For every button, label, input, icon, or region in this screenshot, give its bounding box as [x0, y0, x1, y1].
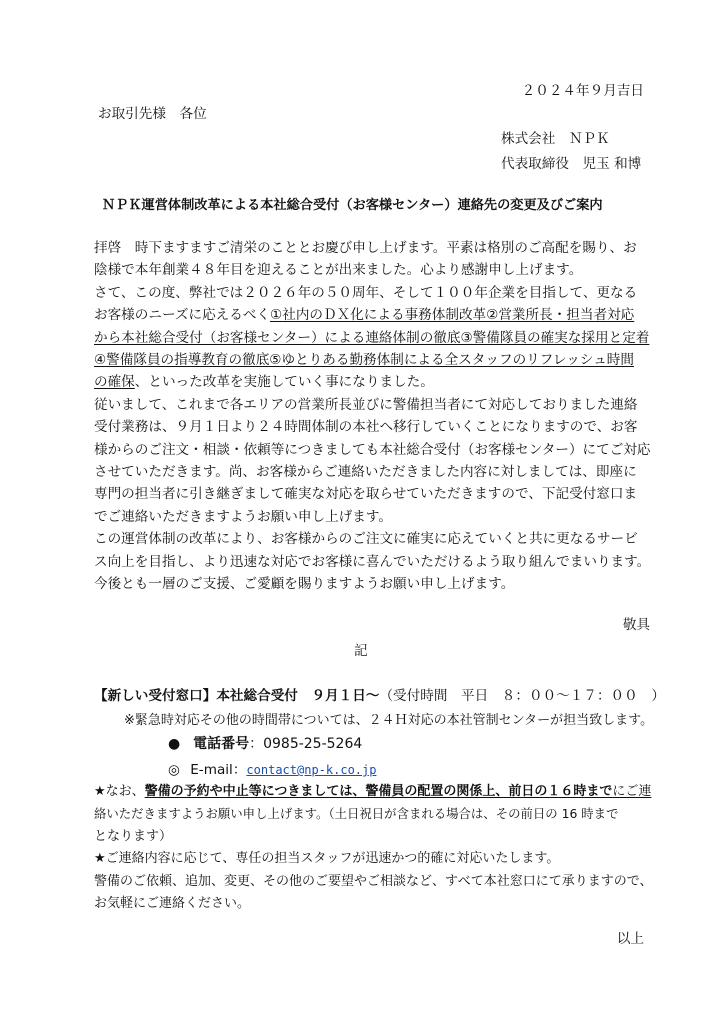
date: ２０２４年９月吉日: [521, 83, 644, 99]
reform-items: ①社内のＤＸ化による事務体制改革②営業所長・担当者対応: [270, 307, 635, 324]
company-name: 株式会社 ＮＰＫ: [501, 131, 610, 147]
note-line: 絡いただきますようお願い申し上げます。（土日祝日が含まれる場合は、その前日の 16 時まで: [94, 806, 619, 822]
body-fragment: お客様のニーズに応えるべく: [94, 307, 271, 324]
body-line: この運営体制の改革により、お客様からのご注文に確実に応えていくと共に更なるサービ: [94, 531, 638, 548]
body-line: 陰様で本年創業４８年目を迎えることが出来ました。心より感謝申し上げます。: [94, 262, 583, 279]
body-line: 従いまして、これまで各エリアの営業所長並びに警備担当者にて対応しておりました連絡: [94, 396, 638, 413]
body-line: 様からのご注文・相談・依頼等につきましても本社総合受付（お客様センター）にてご対応: [94, 441, 651, 458]
note-line: ★ご連絡内容に応じて、専任の担当スタッフが迅速かつ的確に対応いたします。: [94, 851, 560, 867]
notes: [94, 781, 654, 915]
reservation-deadline: 警備の予約や中止等につきましては、警備員の配置の関係上、前日の１６時まで: [144, 784, 613, 799]
new-desk-title: 【新しい受付窓口】本社総合受付 ９月１日～: [94, 688, 380, 704]
note-line: [94, 781, 654, 803]
reform-items: ④警備隊員の指導教育の徹底⑤ゆとりある勤務体制による全スタッフのリフレッシュ時間: [94, 352, 634, 369]
phone-number[interactable]: ：0985-25-5264: [249, 736, 363, 752]
representative: 代表取締役 児玉 和博: [501, 156, 642, 172]
body-line: ス向上を目指し、より迅速な対応でお客様に喜んでいただけるよう取り組んでまいります。: [94, 553, 651, 570]
reform-items: から本社総合受付（お客様センター）による連絡体制の徹底③警備隊員の確実な採用と定着: [94, 329, 650, 346]
body-line: させていただきます。尚、お客様からご連絡いただきました内容に対しましては、即座に: [94, 464, 637, 481]
phone-label: 電話番号: [193, 736, 250, 752]
body-line: でご連絡いただきますようお願い申し上げます。: [94, 508, 392, 525]
note-fragment: ★なお、: [94, 784, 145, 799]
phone-line: [168, 733, 362, 753]
ki-marker: 記: [354, 643, 368, 659]
email-label: E-mail：: [190, 762, 247, 778]
reception-hours: （受付時間 平日 ８：００～１７：００ ）: [379, 688, 665, 704]
recipient: お取引先様 各位: [98, 106, 207, 122]
email-line: [168, 758, 376, 778]
body-text: [94, 237, 651, 596]
note-line: 警備のご依頼、追加、変更、その他のご要望やご相談など、すべて本社窓口にて承りますので、: [94, 873, 653, 889]
double-circle-icon: ◎: [168, 762, 180, 778]
document-title: ＮＰＫ運営体制改革による本社総合受付（お客様センター）連絡先の変更及びご案内: [102, 198, 603, 213]
note-line: お気軽にご連絡ください。: [94, 896, 251, 912]
note-fragment: にご連: [612, 784, 652, 799]
emergency-note: ※緊急時対応その他の時間帯については、２４Ｈ対応の本社管制センターが担当致します。: [124, 713, 654, 728]
email-link[interactable]: contact@np-k.co.jp: [246, 763, 377, 777]
body-fragment: 、といった改革を実施していく事になりました。: [134, 374, 434, 391]
body-line: [94, 371, 642, 393]
body-line: 今後とも一層のご支援、ご愛顧を賜りますようお願い申し上げます。: [94, 576, 515, 593]
new-desk-heading: [94, 684, 665, 704]
closing-keigu: 敬具: [622, 617, 650, 633]
body-line: 受付業務は、９月１日より２４時間体制の本社へ移行していくことになりますので、お客: [94, 419, 638, 436]
body-line: 拝啓 時下ますますご清栄のこととお慶び申し上げます。平素は格別のご高配を賜り、お: [94, 240, 637, 256]
body-line: [94, 304, 642, 326]
body-line: さて、この度、弊社では２０２６年の５０周年、そして１００年企業を目指して、更なる: [94, 284, 638, 301]
note-line: となります）: [94, 828, 173, 844]
body-line: 専門の担当者に引き継ぎまして確実な対応を取らせていただきますので、下記受付窓口ま: [94, 486, 638, 503]
bullet-icon: ●: [168, 736, 181, 752]
reform-items: の確保: [94, 374, 135, 391]
closing-ijou: 以上: [616, 931, 644, 947]
